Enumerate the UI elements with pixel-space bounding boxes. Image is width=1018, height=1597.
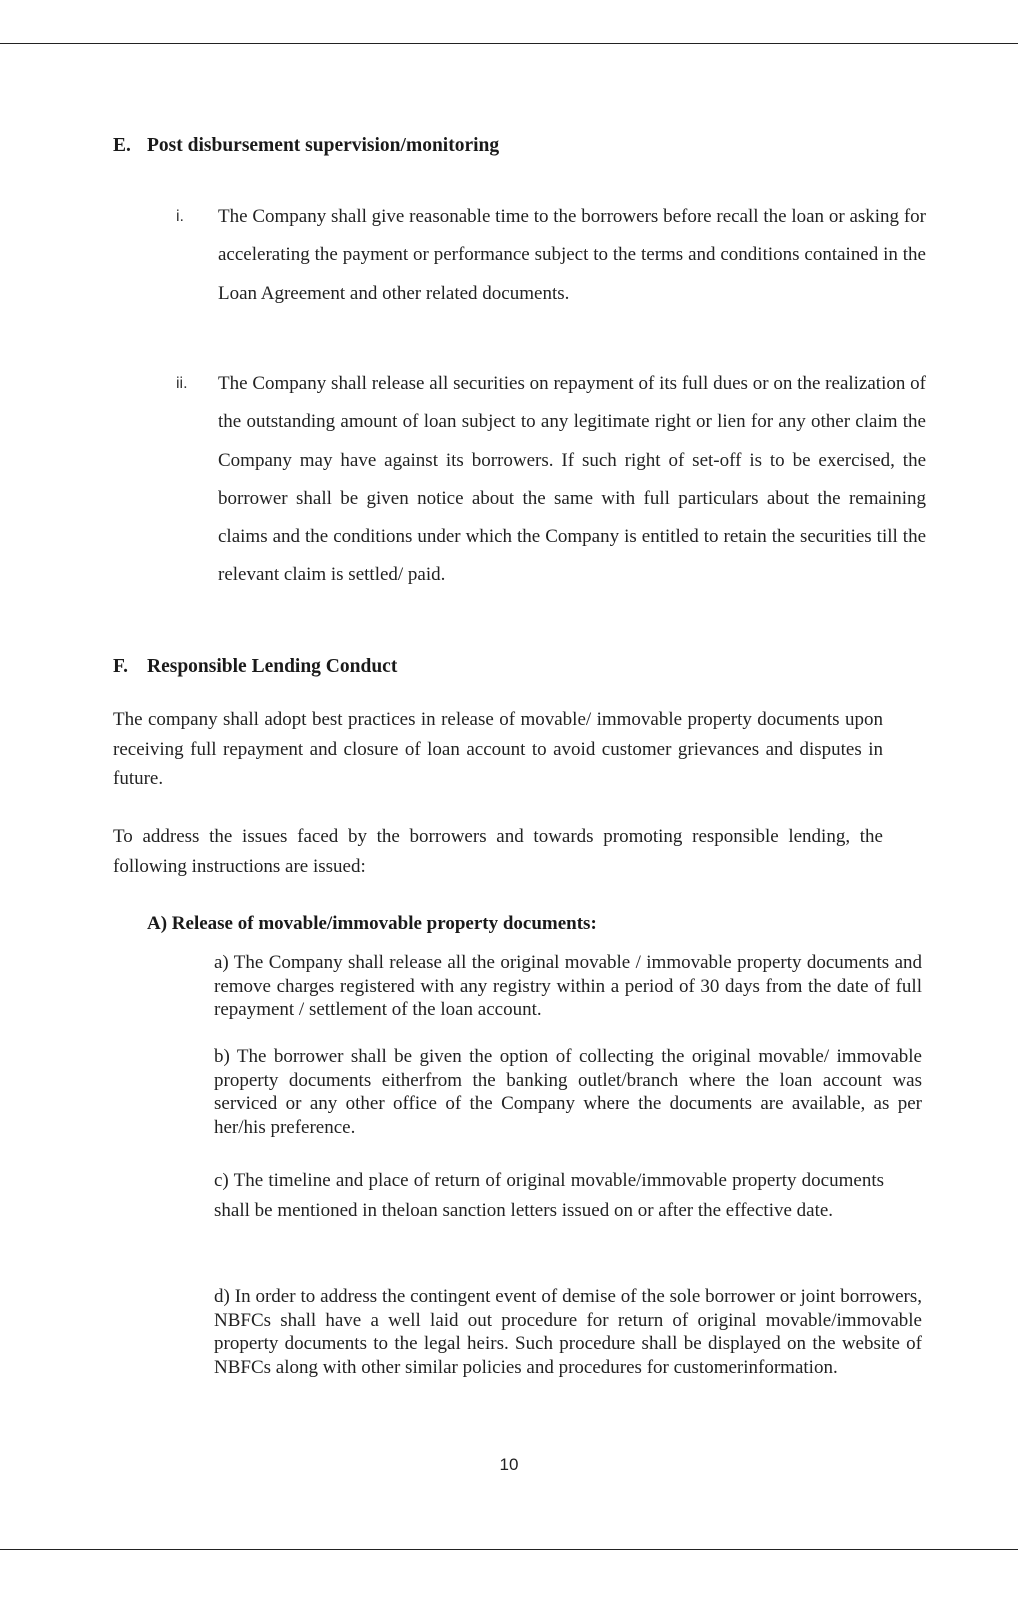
section-f-paragraph-1: The company shall adopt best practices in release of movable/ immovable property documents upon receiving full repayment and closure of loan account to avoid customer grievances and disputes in future. — [113, 709, 883, 789]
clause-a: a) The Company shall release all the original movable / immovable property documents and remove charges registered with any registry within a period of 30 days from the date of full repayment / settlement of the loan account. — [214, 952, 922, 1020]
section-e-heading — [113, 134, 499, 158]
item-number: ii. — [176, 375, 188, 392]
section-f-heading — [113, 655, 397, 679]
bottom-rule — [0, 1549, 1018, 1550]
section-f-paragraph-2: To address the issues faced by the borrowers and towards promoting responsible lending, the following instructions are issued: — [113, 826, 883, 877]
section-e-item-2 — [176, 365, 936, 595]
item-number: i. — [176, 208, 184, 225]
subsection-a-heading: A) Release of movable/immovable property documents: — [147, 913, 597, 934]
item-text: The Company shall release all securities on repayment of its full dues or on the realization of the outstanding amount of loan subject to any legitimate right or lien for any other claim the Company may have against its borrowers. If such right of set-off is to be exercised, the borrower shall be given notice about the same with full particulars about the remaining claims and the conditions under which the Company is entitled to retain the securities till the relevant claim is settled/ paid. — [218, 373, 926, 586]
top-rule — [0, 43, 1018, 44]
section-e-title: Post disbursement supervision/monitoring — [147, 135, 500, 156]
page-number: 10 — [499, 1455, 519, 1474]
section-e-item-1 — [176, 198, 936, 313]
section-f-title: Responsible Lending Conduct — [147, 656, 398, 677]
clause-b: b) The borrower shall be given the option of collecting the original movable/ immovable property documents eitherfrom the banking outlet/branch where the loan account was serviced or any other office of the Company where the documents are available, as per her/his preference. — [214, 1046, 922, 1138]
clause-c: c) The timeline and place of return of original movable/immovable property documents shall be mentioned in theloan sanction letters issued on or after the effective date. — [214, 1170, 884, 1221]
item-text: The Company shall give reasonable time to the borrowers before recall the loan or asking for accelerating the payment or performance subject to the terms and conditions contained in the Loan Agreement and other related documents. — [218, 206, 926, 304]
clause-d: d) In order to address the contingent event of demise of the sole borrower or joint borrowers, NBFCs shall have a well laid out procedure for return of original movable/immovable property documents to the legal heirs. Such procedure shall be displayed on the website of NBFCs along with other similar policies and procedures for customerinformation. — [214, 1286, 922, 1378]
section-f-mark: F. — [113, 656, 128, 677]
section-e-mark: E. — [113, 135, 131, 156]
